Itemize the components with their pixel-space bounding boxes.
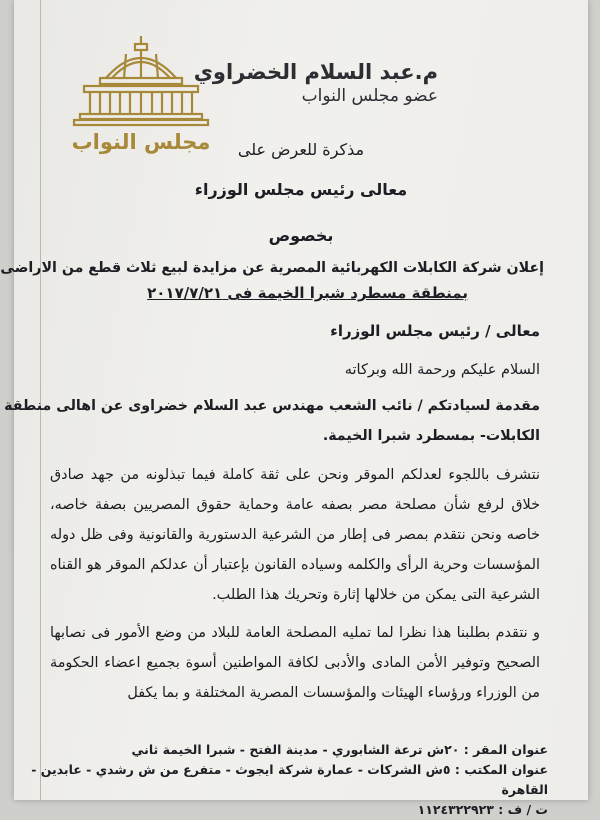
greeting: السلام عليكم ورحمة الله وبركاته: [344, 362, 540, 378]
intro-line-2: الكابلات- بمسطرد شبرا الخيمة.: [322, 428, 540, 444]
footer-hq-address: عنوان المقر : ٢٠ش ترعة الشابوري - مدينة الفتح - شبرا الخيمة ثاني: [131, 742, 548, 757]
subject-line-2: بمنطقة مسطرد شبرا الخيمة فى ٢٠١٧/٧/٢١: [147, 284, 468, 302]
intro-line-1: مقدمة لسيادتكم / نائب الشعب مهندس عبد السلام خضراوى عن اهالى منطقة: [4, 398, 540, 414]
subject-line-1: إعلان شركة الكابلات الكهربائية المصرية عن مزايدة لبيع ثلاث قطع من الاراضى: [0, 260, 544, 276]
body-paragraph-1: نتشرف باللجوء لعدلكم الموقر ونحن على ثقة كاملة فيما تبذلونه من جهد صادق خلاق لرفع شأن مصلحة مصر بصفه عامة وحماية حقوق المصريين بصفة خاصه، خاصه ونحن نتقدم بمصر فى إطار من الشرعية الدستورية والقانونية وفى ظل دوله المؤسسات وحرية الرأى والكلمه وسياده القانون بإعتبار أن عدلكم الموقر هو القناه الشرعية التى يمكن من خلالها إثارة وتحريك هذا الطلب.: [50, 467, 540, 603]
footer-phone: ت / ف : ١١٢٤٣٢٢٩٢٣: [417, 802, 548, 817]
footer-contact: [14, 740, 548, 820]
memo-regarding: بخصوص: [268, 226, 334, 245]
memo-heading: مذكرة للعرض على: [237, 140, 365, 159]
salutation-recipient: معالى / رئيس مجلس الوزراء: [330, 322, 540, 340]
logo-text: مجلس النواب: [71, 130, 211, 154]
sender-name: م.عبد السلام الخضراوي: [193, 60, 438, 84]
memo-recipient: معالى رئيس مجلس الوزراء: [194, 180, 408, 199]
footer-office-address: عنوان المكتب : ٥ش الشركات - عمارة شركة ايجوث - متفرع من ش رشدي - عابدين - القاهرة: [31, 762, 548, 797]
body-paragraph-2: و نتقدم بطلبنا هذا نظرا لما تمليه المصلحة العامة للبلاد من وضع الأمور فى نصابها الصحيح وتوفير الأمن المادى والأدبى لكافة المواطنين أسوة بجميع اعضاء الحكومة من الوزراء ورؤساء الهيئات والمؤسسات المصرية المختلفة و بما يكفل: [50, 625, 540, 701]
sender-role: عضو مجلس النواب: [301, 86, 438, 106]
sender-block: [194, 60, 438, 106]
